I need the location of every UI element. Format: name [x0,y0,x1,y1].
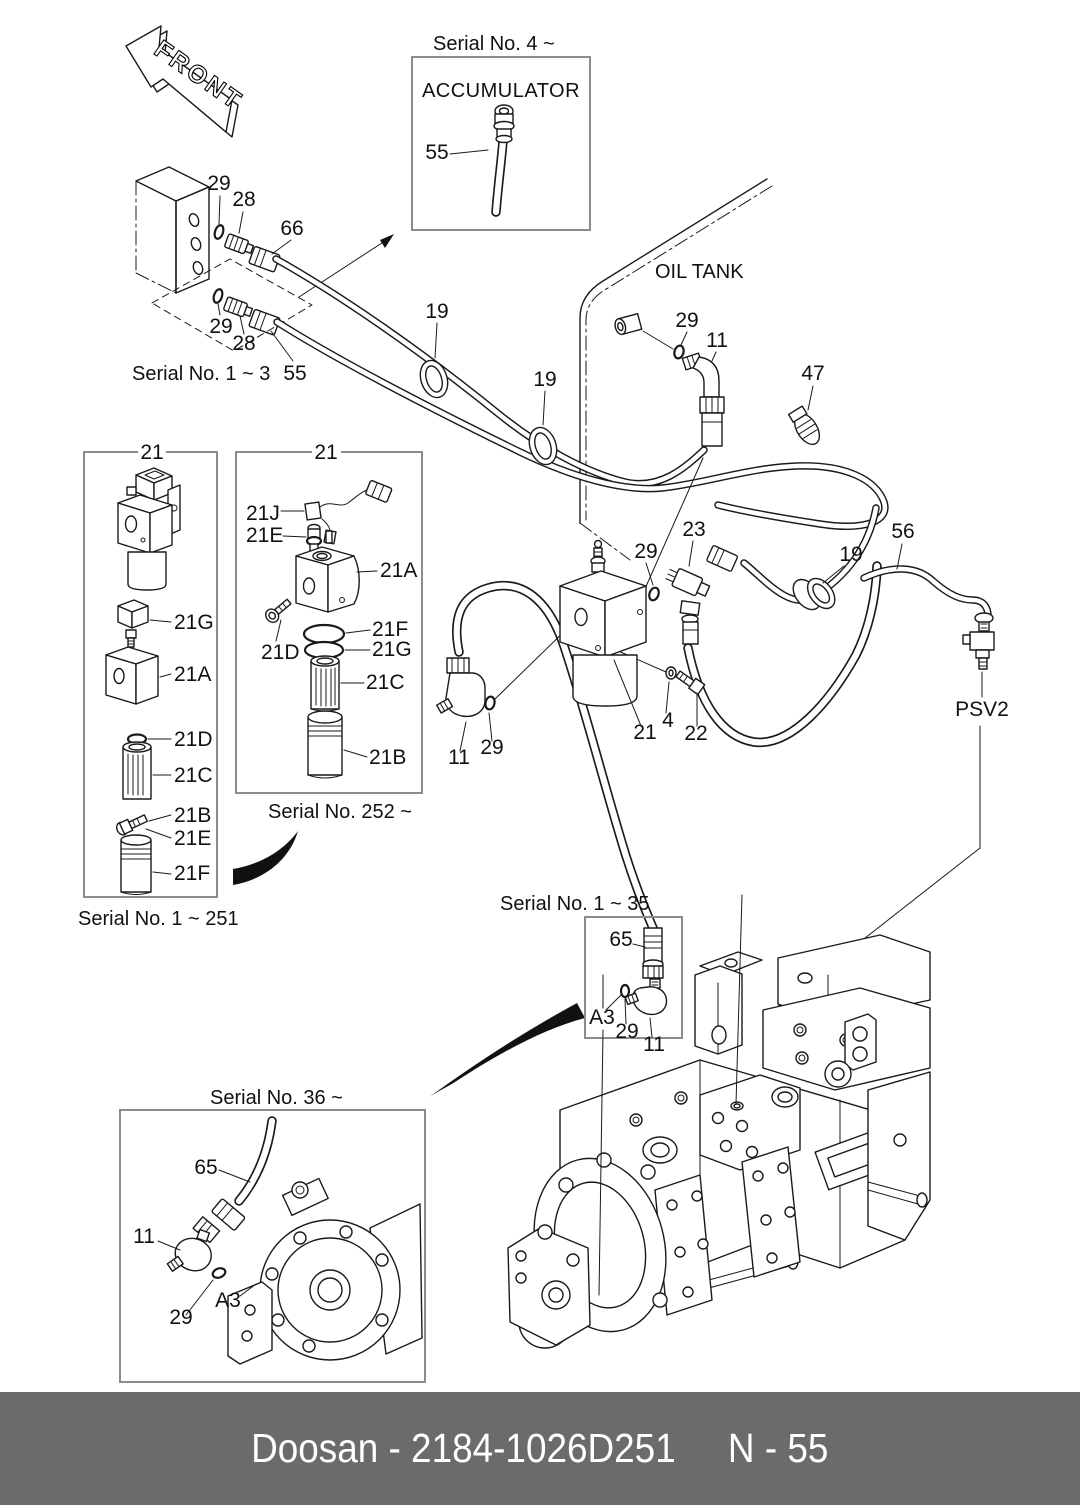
leader-line-55 [450,150,488,154]
part-label-21D: 21D [174,728,213,751]
arrow-to-accumulator-box [299,234,394,297]
part-label-21E: 21E [174,827,212,850]
pointer-swoosh-left [233,831,298,885]
part-label-19: 19 [425,300,449,323]
accumulator-detail-box [412,33,590,230]
detail-box-21-late [236,441,422,823]
part-label-a3: A3 [215,1289,241,1312]
front-label: FRONT [149,34,249,116]
oil-tank-outline [580,179,772,560]
part-label-11: 11 [706,329,728,352]
part-label-55: 55 [425,141,449,164]
oil-tank-label: OIL TANK [655,261,744,283]
part-label-a3: A3 [589,1006,615,1029]
part-label-21J: 21J [246,502,280,525]
part-label-psv2: PSV2 [955,698,1009,721]
serial-label-1-251: Serial No. 1 ~ 251 [78,908,239,930]
part-label-21A: 21A [174,663,212,686]
part-label-29: 29 [169,1306,193,1329]
part-label-29: 29 [675,309,699,332]
part-label-65: 65 [194,1156,218,1179]
part-label-55: 55 [283,362,307,385]
footer-page-number: N - 55 [728,1425,829,1471]
part-label-21B: 21B [369,746,407,769]
part-label-65: 65 [609,928,633,951]
part-label-4: 4 [662,709,674,732]
part-label-28: 28 [232,332,256,355]
pointer-swoosh-right [428,1003,585,1098]
accumulator-label: ACCUMULATOR [421,80,581,102]
part-label-21C: 21C [366,671,405,694]
part-label-21B: 21B [174,804,212,827]
part-label-21: 21 [314,441,338,464]
part-label-21D: 21D [261,641,300,664]
clamp-19-a [416,357,452,401]
footer-bar [0,1392,1080,1505]
part-label-11: 11 [643,1033,665,1056]
detail-box-21-early [78,441,239,930]
part-label-23: 23 [682,518,706,541]
part-label-11: 11 [133,1225,155,1248]
part-label-19: 19 [533,368,557,391]
psv2-fitting [963,613,994,669]
part-label-21G: 21G [372,638,412,661]
part-label-21A: 21A [380,559,418,582]
part-label-28: 28 [232,188,256,211]
part-label-29: 29 [615,1020,639,1043]
part-label-22: 22 [684,722,708,745]
part-label-66: 66 [280,217,304,240]
footer-doc-id: Doosan - 2184-1026D251 [251,1425,676,1471]
serial-label-1-3: Serial No. 1 ~ 3 [132,363,271,385]
manifold-block [136,167,209,293]
part-label-21: 21 [633,721,657,744]
accumulator-hose-fitting [494,105,514,212]
clamp-19-b [525,424,561,468]
pump-assembly [508,935,930,1348]
part-label-29: 29 [634,540,658,563]
part-label-21F: 21F [372,618,409,641]
part-label-21: 21 [140,441,164,464]
part-label-21C: 21C [174,764,213,787]
part-label-19: 19 [839,543,863,566]
clamp-47 [787,405,825,449]
manifold-fittings-upper [213,224,280,272]
serial-label-252: Serial No. 252 ~ [268,801,412,823]
part-label-29: 29 [209,315,233,338]
serial-label-36: Serial No. 36 ~ [210,1087,343,1109]
part-label-11: 11 [448,746,470,769]
serial-label-4: Serial No. 4 ~ [433,33,555,55]
part-label-21G: 21G [174,611,214,634]
part-label-21E: 21E [246,524,284,547]
detail-box-serial-36 [120,1087,425,1382]
part-label-21F: 21F [174,862,211,885]
part-label-47: 47 [801,362,825,385]
front-direction-arrow [126,26,248,137]
pipe-leader-lines [435,323,902,583]
part-label-56: 56 [891,520,915,543]
part-label-29: 29 [207,172,231,195]
part-label-29: 29 [480,736,504,759]
serial-label-1-35: Serial No. 1 ~ 35 [500,893,650,915]
